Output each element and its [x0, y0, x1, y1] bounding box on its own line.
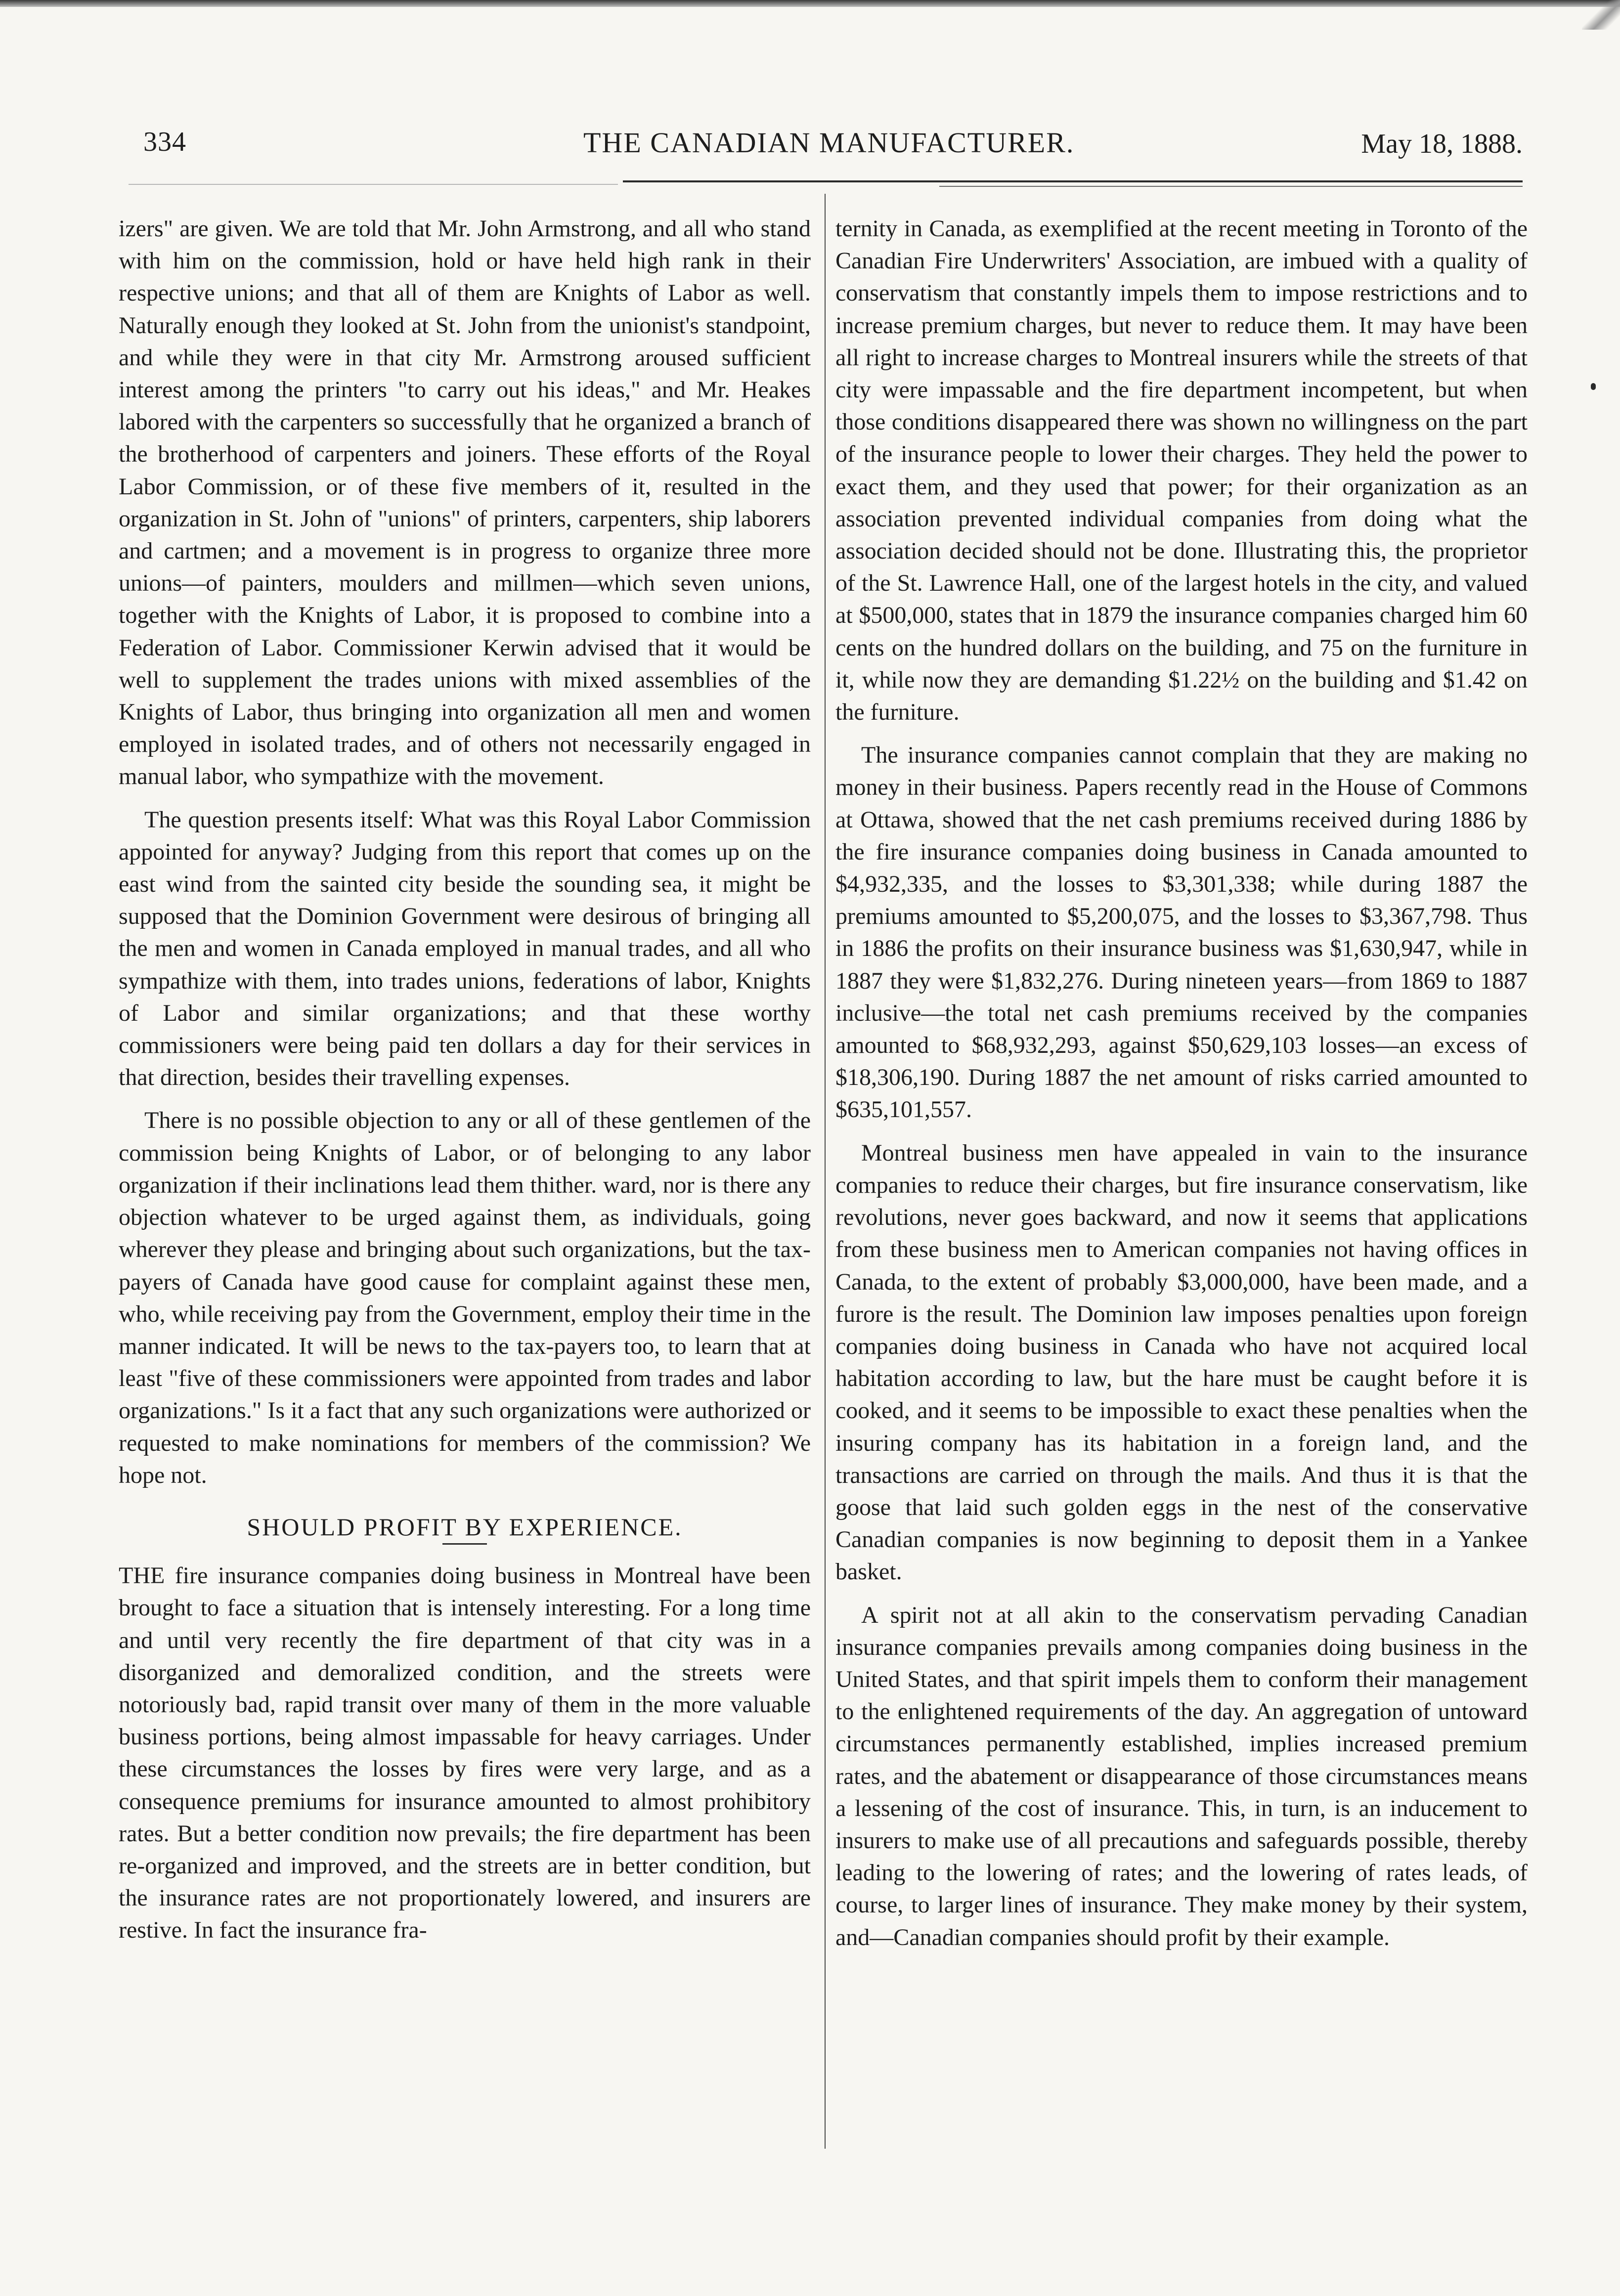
- scan-corner-mark: [1582, 0, 1620, 30]
- left-column: [119, 213, 811, 1947]
- left-paragraph-2: The question presents itself: What was this Royal Labor Commission appointed for anyway? Judging from this report that comes up on the east wind from the sainted city beside the sounding sea, it might be supposed that the Dominion Government were desirous of bringing all the men and women in Canada employed in manual trades, and all who sympathize with them, into trades unions, federations of labor, Knights of Labor and similar organizations; and that these worthy commissioners were being paid ten dollars a day for their services in that direction, besides their travelling expenses.: [119, 806, 811, 1091]
- right-column: [835, 213, 1528, 1953]
- scan-speck: [1591, 383, 1596, 390]
- section-heading: SHOULD PROFIT BY EXPERIENCE.: [247, 1513, 683, 1541]
- publication-title: THE CANADIAN MANUFACTURER.: [583, 127, 1075, 159]
- section-divider: [442, 1543, 487, 1545]
- right-paragraph-3: Montreal business men have appealed in vain to the insurance companies to reduce their charges, but fire insurance conservatism, like revolutions, never goes backward, and now it seems that applications from these business men to American companies not having offices in Canada, to the extent of probably $3,000,000, have been made, and a furore is the result. The Dominion law imposes penalties upon foreign companies doing business in Canada who have not acquired local habitation according to law, but the hare must be caught before it is cooked, and it seems to be impossible to exact these penalties when the insuring company has its habitation in a foreign land, and the transactions are carried on through the mails. And thus it is that the goose that laid such golden eggs in the nest of the conservative Canadian companies is now beginning to deposit them in a Yankee basket.: [835, 1139, 1528, 1585]
- left-paragraph-4: THE fire insurance companies doing business in Montreal have been brought to face a situation that is intensely interesting. For a long time and until very recently the fire department of that city was in a disorganized and demoralized condition, and the streets were notoriously bad, rapid transit over many of them in the more valuable business portions, being almost impassable for heavy carriages. Under these circumstances the losses by fires were very large, and as a consequence premiums for insurance amounted to almost prohibitory rates. But a better condition now prevails; the fire department has been re-organized and improved, and the streets are in better condition, but the insurance rates are not proportionately lowered, and insurers are restive. In fact the insurance fra-: [119, 1562, 811, 1944]
- scan-top-edge: [0, 0, 1620, 7]
- right-paragraph-1: ternity in Canada, as exemplified at the recent meeting in Toronto of the Canadian Fire Underwriters' Association, are imbued with a quality of conservatism that constantly impels them to impose restrictions and to increase premium charges, but never to reduce them. It may have been all right to increase charges to Montreal insurers while the streets of that city were impassable and the fire department incompetent, but when those conditions disappeared there was shown no willingness on the part of the insurance people to lower their charges. They held the power to exact them, and they used that power; for their organization as an association prevented individual companies from doing what the association decided should not be done. Illustrating this, the proprietor of the St. Lawrence Hall, one of the largest hotels in the city, and valued at $500,000, states that in 1879 the insurance companies charged him 60 cents on the hundred dollars on the building, and 75 on the furniture in it, while now they are demanding $1.22½ on the building and $1.42 on the furniture.: [835, 216, 1528, 726]
- page-number: 334: [143, 127, 186, 157]
- header-rule: [623, 180, 1523, 182]
- header-rule-faint: [129, 184, 618, 185]
- right-paragraph-2: The insurance companies cannot complain that they are making no money in their business. Papers recently read in the House of Commons at Ottawa, showed that the net cash premiums received during 1886 by the fire insurance companies doing business in Canada amounted to $4,932,335, and the losses to $3,301,338; while during 1887 the premiums amounted to $5,200,075, and the losses to $3,367,798. Thus in 1886 the profits on their insurance business was $1,630,947, while in 1887 they were $1,832,276. During nineteen years—from 1869 to 1887 inclusive—the total net cash premiums received by the companies amounted to $68,932,293, against $50,629,103 losses—an excess of $18,306,190. During 1887 the net amount of risks carried amounted to $635,101,557.: [835, 742, 1528, 1123]
- right-paragraph-4: A spirit not at all akin to the conservatism pervading Canadian insurance companies prevails among companies doing business in the United States, and that spirit impels them to conform their management to the enlightened requirements of the day. An aggregation of untoward circumstances permanently established, implies increased premium rates, and the abatement or disappearance of those circumstances means a lessening of the cost of insurance. This, in turn, is an inducement to insurers to make use of all precautions and safeguards possible, thereby leading to the lowering of rates; and the lowering of rates leads, of course, to larger lines of insurance. They make money by their system, and—Canadian companies should profit by their example.: [835, 1602, 1528, 1950]
- header-rule-secondary: [939, 186, 1523, 187]
- left-paragraph-3: There is no possible objection to any or all of these gentlemen of the commission being Knights of Labor, or of belonging to any labor organization if their inclinations lead them thither. ward, nor is there any objection whatever to be urged against them, as individuals, going wherever they please and bringing about such organizations, but the tax-payers of Canada have good cause for complaint against these men, who, while receiving pay from the Government, employ their time in the manner indicated. It will be news to the tax-payers too, to learn that at least "five of these commissioners were appointed from trades and labor organizations." Is it a fact that any such organizations were authorized or requested to make nominations for members of the commission? We hope not.: [119, 1107, 811, 1488]
- left-paragraph-1: izers" are given. We are told that Mr. John Armstrong, and all who stand with him on the commission, hold or have held high rank in their respective unions; and that all of them are Knights of Labor as well. Naturally enough they looked at St. John from the unionist's standpoint, and while they were in that city Mr. Armstrong aroused sufficient interest among the printers "to carry out his ideas," and Mr. Heakes labored with the carpenters so successfully that he organized a branch of the brotherhood of carpenters and joiners. These efforts of the Royal Labor Commission, or of these five members of it, resulted in the organization in St. John of "unions" of printers, carpenters, ship laborers and cartmen; and a movement is in progress to organize three more unions—of painters, moulders and millmen—which seven unions, together with the Knights of Labor, it is proposed to combine into a Federation of Labor. Commissioner Kerwin advised that it would be well to supplement the trades unions with mixed assemblies of the Knights of Labor, thus bringing into organization all men and women employed in isolated trades, and of others not necessarily engaged in manual labor, who sympathize with the movement.: [119, 216, 811, 790]
- column-divider: [825, 194, 826, 2149]
- page-header: [124, 126, 1523, 175]
- issue-date: May 18, 1888.: [1361, 129, 1523, 159]
